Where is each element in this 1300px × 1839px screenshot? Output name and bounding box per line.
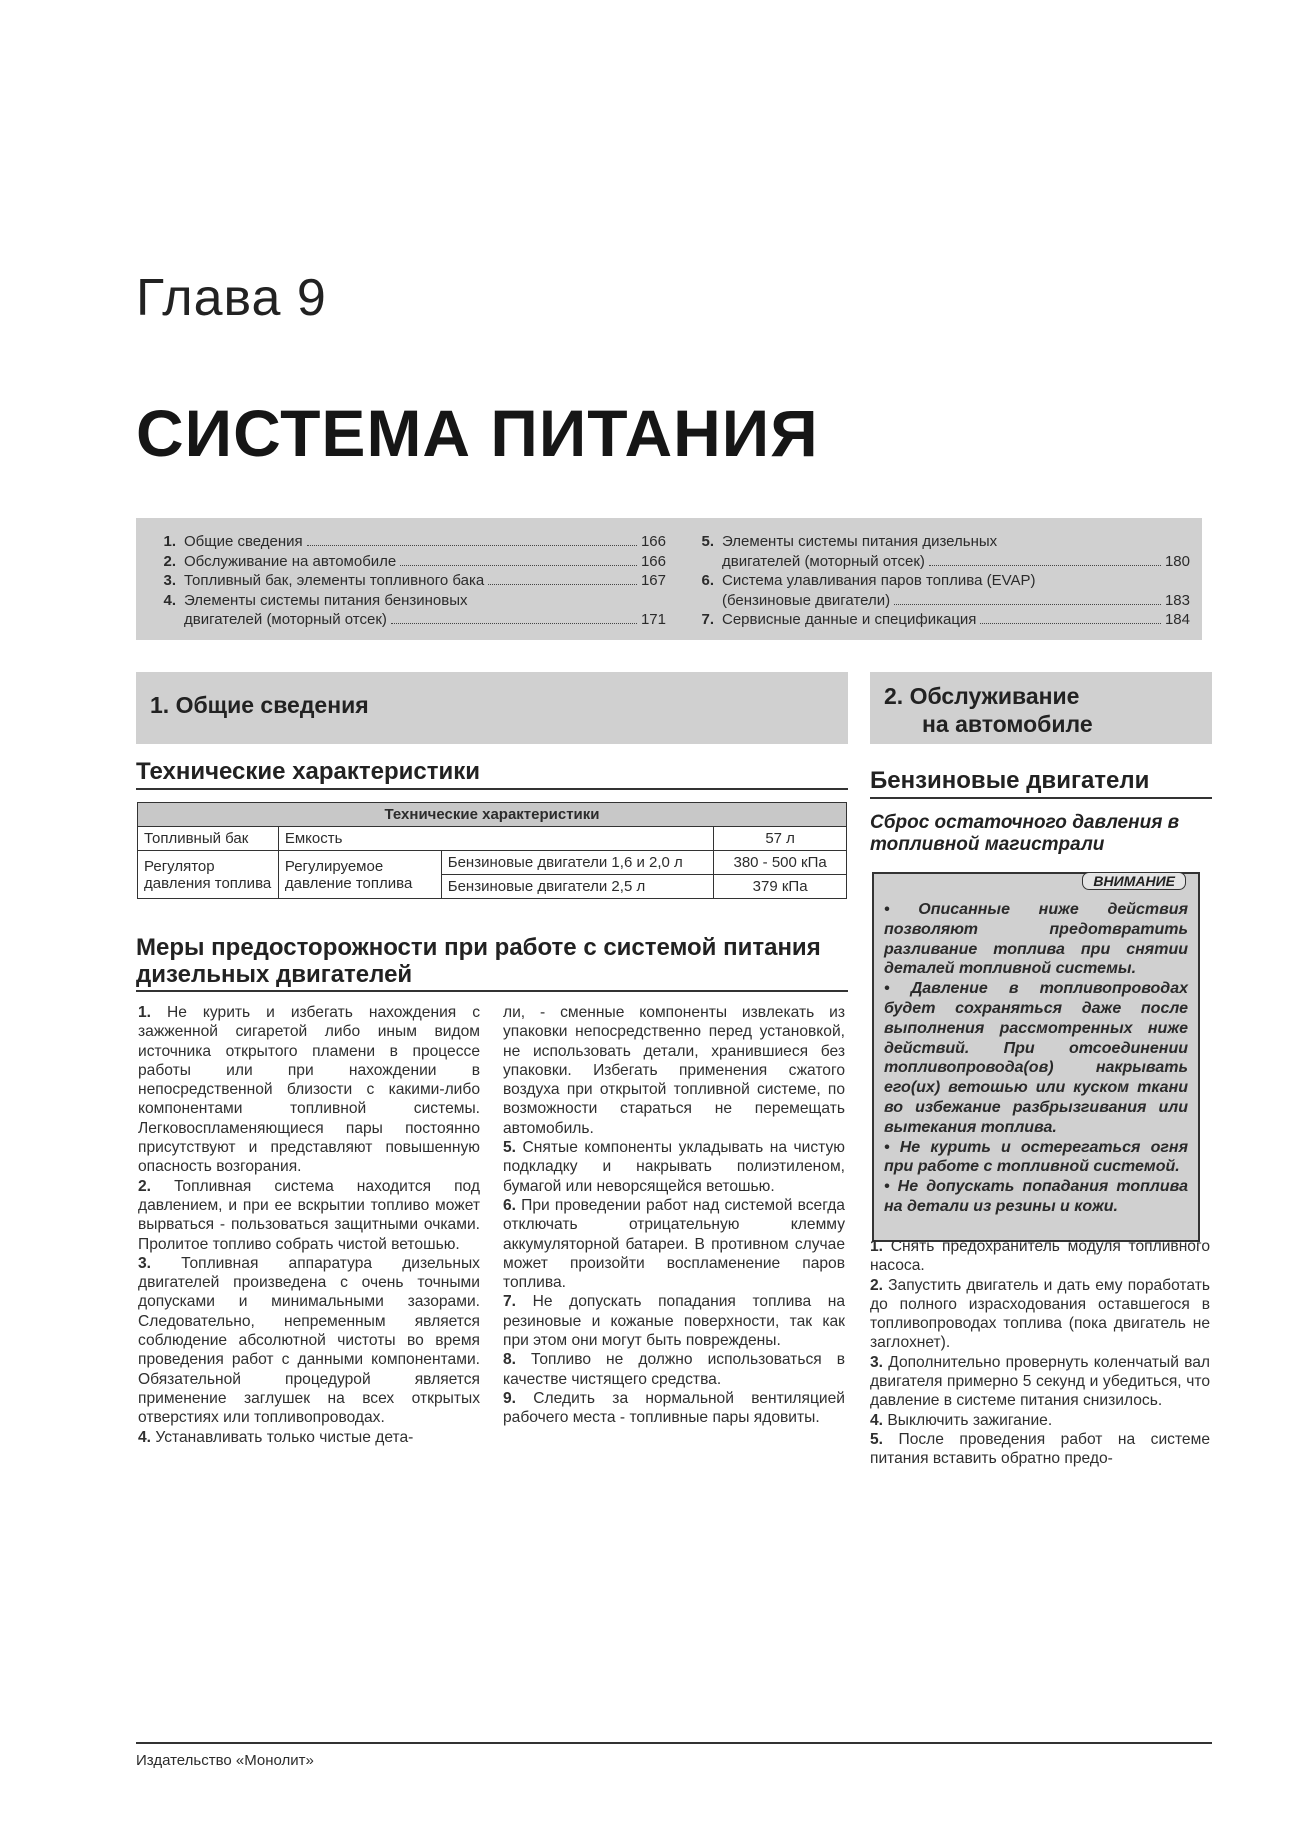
warning-item: • Не допускать попадания топлива на детали из резины и кожи. <box>884 1178 1188 1215</box>
footer-divider <box>136 1742 1212 1744</box>
toc-item[interactable]: 3. Топливный бак, элементы топливного бака 167 <box>163 572 666 589</box>
list-item: 5. Снятые компоненты укладывать на чистую подкладку и накрывать полиэтиленом, бумагой или неворсящейся ветошью. <box>503 1139 845 1195</box>
list-item: 3. Дополнительно провернуть коленчатый вал двигателя примерно 5 секунд и убедиться, что давление в системе питания снизилось. <box>870 1353 1210 1410</box>
list-item: ли, - сменные компоненты извлекать из упаковки непосредственно перед установкой, не использовать детали, хранившиеся без упаковки. Избегать применения сжатого воздуха при открытой топливной системе, по возможности стараться не перемещать автомобиль. <box>503 1004 845 1137</box>
section-2-header: 2. Обслуживание на автомобиле <box>870 672 1212 744</box>
section-1-header: 1. Общие сведения <box>136 672 848 744</box>
text-column-a <box>138 1003 480 1447</box>
toc-item[interactable]: 1. Общие сведения 166 <box>163 533 666 550</box>
list-item: 8. Топливо не должно использоваться в качестве чистящего средства. <box>503 1351 845 1388</box>
list-item: 1. Не курить и избегать нахождения с зажженной сигаретой либо иным видом источника открытого пламени в процессе работы или при нахождении в непосредственной близости с какими-либо компонентами топливной системы. Легковоспламеняющиеся пары постоянно присутствуют и представляют повышенную опасность возгорания. <box>138 1004 480 1176</box>
table-row <box>138 803 847 827</box>
list-item: 2. Топливная система находится под давлением, и при ее вскрытии топливо может вырваться - пользоваться защитными очками. Пролитое топливо собрать чистой ветошью. <box>138 1177 480 1253</box>
list-item: 6. При проведении работ над системой всегда отключать отрицательную клемму аккумуляторной батареи. В противном случае может произойти воспламенение паров топлива. <box>503 1196 845 1292</box>
spec-table <box>137 802 847 899</box>
table-row: Регулятор давления топлива Регулируемое давление топлива Бензиновые двигатели 1,6 и 2,0 л 380 - 500 кПа <box>138 851 847 875</box>
list-item: 5. После проведения работ на системе питания вставить обратно предо- <box>870 1430 1210 1468</box>
list-item: 2. Запустить двигатель и дать ему поработать до полного израсходования оставшегося в топливопроводах топлива (пока двигатель не заглохнет). <box>870 1276 1210 1352</box>
table-of-contents <box>136 518 1202 640</box>
toc-right-column <box>684 532 1190 630</box>
text-column-c <box>870 1237 1210 1469</box>
chapter-label: Глава 9 <box>136 269 327 327</box>
text-column-b <box>503 1003 845 1428</box>
warning-box <box>872 872 1200 1242</box>
chapter-title: СИСТЕМА ПИТАНИЯ <box>136 396 819 470</box>
toc-item[interactable]: 6. Система улавливания паров топлива (EVAP) (бензиновые двигатели) 183 <box>701 572 1190 609</box>
spec-table-header: Технические характеристики <box>138 803 847 827</box>
table-row: Топливный бак Емкость 57 л <box>138 827 847 851</box>
toc-item[interactable]: 4. Элементы системы питания бензиновых двигателей (моторный отсек) 171 <box>163 591 666 628</box>
warning-item: • Не курить и остерегаться огня при работе с топливной системой. <box>884 1138 1188 1176</box>
precautions-heading: Меры предосторожности при работе с системой питания дизельных двигателей <box>136 934 848 992</box>
petrol-engines-heading: Бензиновые двигатели <box>870 767 1212 799</box>
warning-item: • Давление в топливопроводах будет сохраняться даже после выполнения рассмотренных ниже действий. При отсоединении топливопровода(ов) накрывать его(их) ветошью или куском ткани во избежание разбрызгивания или вытекания топлива. <box>884 980 1188 1136</box>
warning-tag: ВНИМАНИЕ <box>1082 872 1186 890</box>
toc-item[interactable]: 5. Элементы системы питания дизельных двигателей (моторный отсек) 180 <box>701 533 1190 570</box>
publisher-footer: Издательство «Монолит» <box>136 1752 314 1769</box>
list-item: 4. Устанавливать только чистые дета- <box>138 1428 414 1446</box>
toc-item[interactable]: 7. Сервисные данные и спецификация 184 <box>701 611 1190 628</box>
list-item: 3. Топливная аппаратура дизельных двигателей произведена с очень точными допусками и минимальными зазорами. Следовательно, непременным является соблюдение абсолютной чистоты во время проведения работ с данными компонентами. Обязательной процедурой является применение заглушек на всех открытых отверстиях или топливопроводах. <box>138 1254 480 1427</box>
table-row: Бензиновые двигатели 2,5 л 379 кПа <box>138 875 847 899</box>
toc-item[interactable]: 2. Обслуживание на автомобиле 166 <box>163 552 666 570</box>
toc-left-column <box>146 532 666 630</box>
list-item: 7. Не допускать попадания топлива на резиновые и кожаные поверхности, так как при этом они могут быть повреждены. <box>503 1293 845 1350</box>
tech-specs-heading: Технические характеристики <box>136 758 848 790</box>
list-item: 4. Выключить зажигание. <box>870 1411 1053 1429</box>
pressure-release-title: Сброс остаточного давления в топливной магистрали <box>870 812 1180 855</box>
list-item: 9. Следить за нормальной вентиляцией рабочего места - топливные пары ядовиты. <box>503 1389 846 1427</box>
warning-item: • Описанные ниже действия позволяют предотвратить разливание топлива при снятии деталей топливной системы. <box>884 901 1188 978</box>
list-item: 1. Снять предохранитель модуля топливного насоса. <box>870 1238 1210 1275</box>
